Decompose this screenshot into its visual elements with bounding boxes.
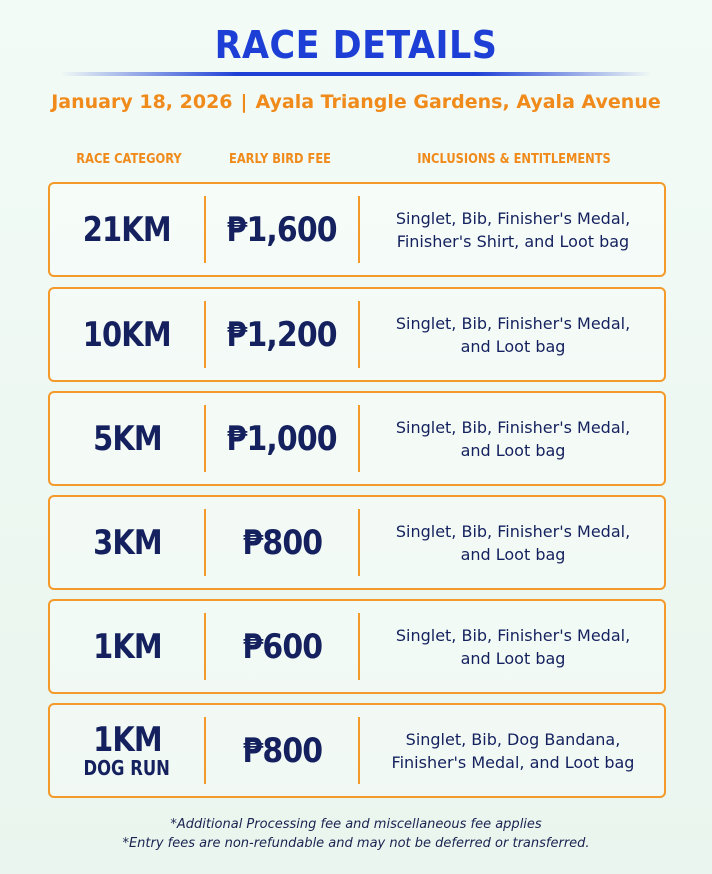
inclusions-line: Singlet, Bib, Finisher's Medal, bbox=[395, 625, 631, 645]
inclusions-line: Singlet, Bib, Finisher's Medal, bbox=[395, 417, 631, 437]
inclusions-line: and Loot bag bbox=[460, 440, 566, 460]
fee-value: ₱1,600 bbox=[226, 209, 338, 250]
fee-cell bbox=[206, 705, 358, 796]
race-row-10km bbox=[48, 287, 666, 382]
inclusions-line: Singlet, Bib, Dog Bandana, bbox=[405, 729, 621, 749]
column-header-category: RACE CATEGORY bbox=[76, 152, 182, 167]
category-cell bbox=[50, 705, 204, 796]
category-label: 3KM bbox=[92, 522, 162, 563]
category-cell bbox=[50, 289, 204, 380]
inclusions-cell bbox=[360, 289, 666, 380]
fee-cell bbox=[206, 184, 358, 275]
inclusions-text bbox=[388, 312, 638, 358]
fee-cell bbox=[206, 497, 358, 588]
category-label: 1KM bbox=[92, 626, 162, 667]
category-label-group bbox=[74, 719, 179, 780]
fee-value: ₱1,000 bbox=[226, 418, 338, 459]
column-header-fee: EARLY BIRD FEE bbox=[229, 152, 331, 167]
category-label: 21KM bbox=[83, 209, 171, 250]
inclusions-line: Finisher's Shirt, and Loot bag bbox=[396, 231, 630, 251]
inclusions-line: and Loot bag bbox=[460, 336, 566, 356]
fee-value: ₱1,200 bbox=[226, 314, 338, 355]
category-sublabel: DOG RUN bbox=[83, 755, 171, 780]
inclusions-cell bbox=[360, 705, 666, 796]
fee-value: ₱800 bbox=[242, 730, 322, 771]
footnote-fees: *Additional Processing fee and miscellaneous fee applies bbox=[170, 817, 542, 832]
fee-cell bbox=[206, 393, 358, 484]
category-label: 10KM bbox=[83, 314, 171, 355]
event-date: January 18, 2026 bbox=[51, 91, 233, 113]
event-info bbox=[0, 88, 712, 116]
inclusions-text bbox=[388, 207, 638, 253]
column-header-inclusions: INCLUSIONS & ENTITLEMENTS bbox=[417, 152, 611, 167]
inclusions-line: and Loot bag bbox=[460, 544, 566, 564]
inclusions-text bbox=[388, 624, 638, 670]
inclusions-line: Finisher's Medal, and Loot bag bbox=[391, 752, 635, 772]
inclusions-text bbox=[388, 416, 638, 462]
inclusions-cell bbox=[360, 393, 666, 484]
race-row-3km bbox=[48, 495, 666, 590]
inclusions-line: Singlet, Bib, Finisher's Medal, bbox=[395, 313, 631, 333]
category-label: 1KM bbox=[92, 719, 162, 760]
race-row-1km bbox=[48, 599, 666, 694]
category-label: 5KM bbox=[92, 418, 162, 459]
inclusions-cell bbox=[360, 184, 666, 275]
category-cell bbox=[50, 393, 204, 484]
fee-cell bbox=[206, 289, 358, 380]
fee-value: ₱800 bbox=[242, 522, 322, 563]
inclusions-line: and Loot bag bbox=[460, 648, 566, 668]
event-separator: | bbox=[240, 91, 248, 113]
title-underline bbox=[60, 72, 652, 76]
category-cell bbox=[50, 497, 204, 588]
inclusions-cell bbox=[360, 601, 666, 692]
footnote-refund-policy: *Entry fees are non-refundable and may not be deferred or transferred. bbox=[122, 836, 590, 851]
page-title: RACE DETAILS bbox=[214, 23, 498, 67]
category-cell bbox=[50, 601, 204, 692]
inclusions-cell bbox=[360, 497, 666, 588]
race-row-5km bbox=[48, 391, 666, 486]
inclusions-line: Singlet, Bib, Finisher's Medal, bbox=[395, 208, 631, 228]
fee-cell bbox=[206, 601, 358, 692]
category-cell bbox=[50, 184, 204, 275]
fee-value: ₱600 bbox=[242, 626, 322, 667]
inclusions-line: Singlet, Bib, Finisher's Medal, bbox=[395, 521, 631, 541]
race-row-21km bbox=[48, 182, 666, 277]
event-venue: Ayala Triangle Gardens, Ayala Avenue bbox=[255, 91, 661, 113]
inclusions-text bbox=[388, 520, 638, 566]
inclusions-text bbox=[384, 728, 643, 774]
race-row-1km-dog-run bbox=[48, 703, 666, 798]
